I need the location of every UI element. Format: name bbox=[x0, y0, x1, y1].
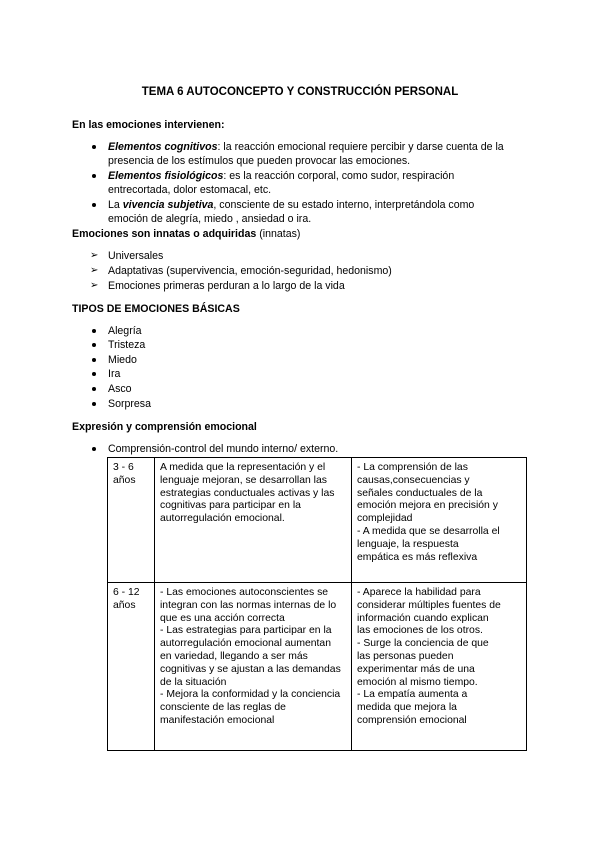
cell-line: - Aparece la habilidad para bbox=[357, 587, 481, 598]
cell-line: lenguaje, la respuesta bbox=[357, 538, 459, 550]
cell-line: señales conductuales de la bbox=[357, 487, 483, 499]
term-elementos-cognitivos: Elementos cognitivos bbox=[108, 141, 218, 153]
table-cell-comprehension bbox=[352, 583, 527, 751]
heading-rest: (innatas) bbox=[256, 228, 301, 240]
cell-line: integran con las normas internas de lo bbox=[160, 599, 337, 611]
list-item-text: Sorpresa bbox=[108, 398, 151, 410]
list-item-continuation: entrecortada, dolor estomacal, etc. bbox=[108, 184, 272, 196]
cell-line: lenguaje mejoran, se desarrollan las bbox=[160, 474, 327, 486]
cell-line: - La empatía aumenta a bbox=[357, 689, 468, 701]
term-elementos-fisiologicos: Elementos fisiológicos bbox=[108, 170, 224, 182]
cell-line: autorregulación emocional. bbox=[160, 513, 285, 525]
page-title: TEMA 6 AUTOCONCEPTO Y CONSTRUCCIÓN PERSONAL bbox=[141, 86, 459, 98]
list-item-text: , consciente de su estado interno, interpretándola como bbox=[213, 199, 475, 211]
cell-line: las personas pueden bbox=[357, 650, 454, 662]
development-table bbox=[107, 457, 527, 751]
table-cell-age bbox=[108, 458, 155, 583]
bullet-dot-icon bbox=[92, 203, 96, 207]
cell-line: en variedad, llegando a ser más bbox=[160, 650, 308, 662]
list-item-text: Miedo bbox=[108, 354, 137, 366]
cell-line: comprensión emocional bbox=[357, 714, 467, 726]
list-item-continuation: emoción de alegría, miedo , ansiedad o ira. bbox=[108, 213, 312, 225]
bullet-dot-icon bbox=[92, 145, 96, 149]
cell-line: estrategias conductuales activas y las bbox=[160, 487, 335, 499]
list-item-text: Asco bbox=[108, 383, 132, 395]
bullet-dot-icon bbox=[92, 402, 96, 406]
arrow-bullet-icon: ➢ bbox=[90, 280, 99, 291]
bullet-dot-icon bbox=[92, 343, 96, 347]
cell-line: - Las emociones autoconscientes se bbox=[160, 587, 329, 598]
bullet-dot-icon bbox=[92, 358, 96, 362]
term-vivencia-subjetiva: vivencia subjetiva bbox=[122, 199, 214, 211]
section-heading-innatas bbox=[72, 227, 300, 241]
cell-line: - La comprensión de las bbox=[357, 462, 468, 473]
cell-line: complejidad bbox=[357, 513, 413, 525]
cell-line: manifestación emocional bbox=[160, 714, 275, 726]
cell-line: consciente de las reglas de bbox=[160, 702, 286, 714]
cell-line: - A medida que se desarrolla el bbox=[357, 525, 500, 537]
cell-line: 6 - 12 bbox=[113, 587, 140, 598]
section-heading-expresion: Expresión y comprensión emocional bbox=[72, 421, 257, 433]
list-item-prefix: La bbox=[108, 199, 123, 211]
cell-line: de la situación bbox=[160, 676, 227, 688]
cell-line: - Mejora la conformidad y la conciencia bbox=[160, 689, 341, 701]
table-cell-strategies bbox=[155, 583, 352, 751]
list-item-text: : es la reacción corporal, como sudor, respiración bbox=[223, 170, 455, 182]
section-heading-tipos: TIPOS DE EMOCIONES BÁSICAS bbox=[72, 303, 240, 315]
cell-line: cognitivas para participar en la bbox=[160, 500, 301, 512]
arrow-bullet-icon: ➢ bbox=[90, 265, 99, 276]
cell-line: emoción al mismo tiempo. bbox=[357, 676, 478, 688]
table-cell-age bbox=[108, 583, 155, 751]
cell-line: - Surge la conciencia de que bbox=[357, 638, 489, 650]
bullet-dot-icon bbox=[92, 329, 96, 333]
list-item-continuation: presencia de los estímulos que pueden provocar las emociones. bbox=[108, 155, 411, 167]
cell-line: que es una acción correcta bbox=[160, 612, 285, 624]
bullet-dot-icon bbox=[92, 174, 96, 178]
table-row bbox=[108, 458, 527, 583]
list-item-text: Adaptativas (supervivencia, emoción-seguridad, hedonismo) bbox=[108, 265, 392, 277]
cell-line: años bbox=[113, 474, 136, 486]
cell-line: - Las estrategias para participar en la bbox=[160, 625, 332, 637]
cell-line: considerar múltiples fuentes de bbox=[357, 599, 501, 611]
list-item-text: Ira bbox=[108, 368, 121, 380]
cell-line: 3 - 6 bbox=[113, 462, 134, 473]
cell-line: cognitivas y se ajustan a las demandas bbox=[160, 663, 341, 675]
section-heading-intervienen: En las emociones intervienen: bbox=[72, 119, 225, 131]
cell-line: causas,consecuencias y bbox=[357, 474, 470, 486]
list-item-text: Tristeza bbox=[108, 339, 146, 351]
table-cell-strategies bbox=[155, 458, 352, 583]
heading-bold: Emociones son innatas o adquiridas bbox=[72, 228, 257, 240]
arrow-bullet-icon: ➢ bbox=[90, 250, 99, 261]
cell-line: medida que mejora la bbox=[357, 702, 457, 714]
bullet-dot-icon bbox=[92, 447, 96, 451]
cell-line: información cuando explican bbox=[357, 612, 489, 624]
list-item-text: Emociones primeras perduran a lo largo de la vida bbox=[108, 280, 345, 292]
list-item-text: Comprensión-control del mundo interno/ externo. bbox=[108, 443, 339, 455]
list-item-text: Universales bbox=[108, 250, 164, 262]
list-item-text: : la reacción emocional requiere percibir y darse cuenta de la bbox=[217, 141, 504, 153]
cell-line: experimentar más de una bbox=[357, 663, 475, 675]
list-item-text: Alegría bbox=[108, 325, 142, 337]
cell-line: A medida que la representación y el bbox=[160, 462, 326, 473]
bullet-dot-icon bbox=[92, 387, 96, 391]
bullet-dot-icon bbox=[92, 372, 96, 376]
table-cell-comprehension bbox=[352, 458, 527, 583]
cell-line: años bbox=[113, 599, 136, 611]
cell-line: empática es más reflexiva bbox=[357, 551, 478, 563]
cell-line: las emociones de los otros. bbox=[357, 625, 483, 637]
table-row bbox=[108, 583, 527, 751]
cell-line: emoción mejora en precisión y bbox=[357, 500, 498, 512]
cell-line: autorregulación emocional aumentan bbox=[160, 638, 331, 650]
